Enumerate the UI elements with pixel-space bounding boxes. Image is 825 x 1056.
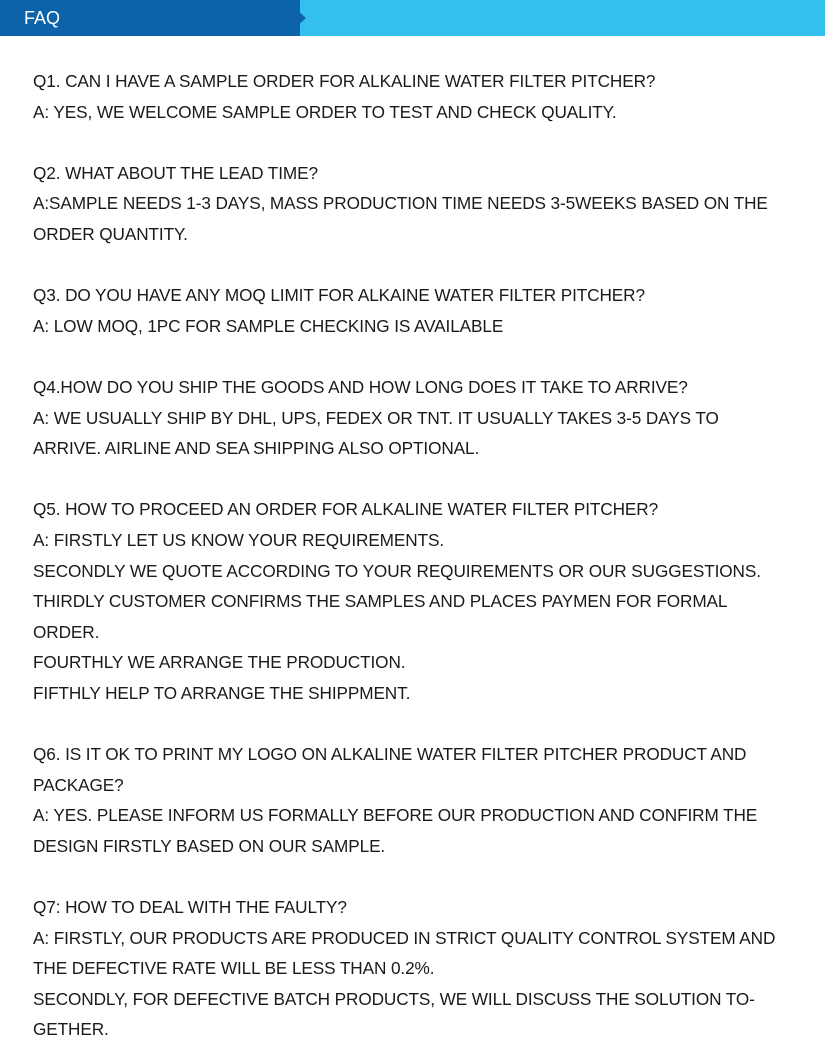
faq-header-arrow-shape — [286, 0, 306, 36]
faq-7-line-2: A: FIRSTLY, OUR PRODUCTS ARE PRODUCED IN STRICT QUALITY CONTROL SYSTEM AND — [33, 927, 776, 948]
faq-5-line-5: ORDER. — [33, 621, 100, 642]
faq-item-3 — [33, 280, 803, 341]
faq-2-line-2: A:SAMPLE NEEDS 1-3 DAYS, MASS PRODUCTION TIME NEEDS 3-5WEEKS BASED ON THE — [33, 193, 768, 214]
faq-2-line-1: Q2. WHAT ABOUT THE LEAD TIME? — [33, 162, 318, 183]
faq-6-line-1: Q6. IS IT OK TO PRINT MY LOGO ON ALKALINE WATER FILTER PITCHER PRODUCT AND — [33, 744, 747, 765]
faq-item-4 — [33, 372, 803, 464]
faq-7-line-4: SECONDLY, FOR DEFECTIVE BATCH PRODUCTS, WE WILL DISCUSS THE SOLUTION TO- — [33, 988, 755, 1009]
faq-4-line-3: ARRIVE. AIRLINE AND SEA SHIPPING ALSO OPTIONAL. — [33, 438, 480, 459]
faq-7-line-1: Q7: HOW TO DEAL WITH THE FAULTY? — [33, 897, 347, 918]
faq-item-2 — [33, 158, 803, 250]
faq-5-line-1: Q5. HOW TO PROCEED AN ORDER FOR ALKALINE WATER FILTER PITCHER? — [33, 499, 659, 520]
faq-item-6 — [33, 739, 803, 861]
faq-6-line-3: A: YES. PLEASE INFORM US FORMALLY BEFORE OUR PRODUCTION AND CONFIRM THE — [33, 805, 758, 826]
faq-7-line-5: GETHER. — [33, 1019, 109, 1040]
faq-header-bar — [0, 0, 825, 36]
faq-4-line-2: A: WE USUALLY SHIP BY DHL, UPS, FEDEX OR TNT. IT USUALLY TAKES 3-5 DAYS TO — [33, 407, 719, 428]
faq-6-line-2: PACKAGE? — [33, 774, 124, 795]
faq-5-line-6: FOURTHLY WE ARRANGE THE PRODUCTION. — [33, 652, 406, 673]
faq-item-7 — [33, 892, 803, 1045]
faq-item-1 — [33, 66, 803, 127]
faq-3-line-1: Q3. DO YOU HAVE ANY MOQ LIMIT FOR ALKAINE WATER FILTER PITCHER? — [33, 285, 645, 306]
faq-6-line-4: DESIGN FIRSTLY BASED ON OUR SAMPLE. — [33, 835, 386, 856]
faq-5-line-3: SECONDLY WE QUOTE ACCORDING TO YOUR REQUIREMENTS OR OUR SUGGESTIONS. — [33, 560, 761, 581]
faq-7-line-3: THE DEFECTIVE RATE WILL BE LESS THAN 0.2%. — [33, 958, 435, 979]
faq-header-title: FAQ — [24, 8, 61, 28]
faq-1-line-1: Q1. CAN I HAVE A SAMPLE ORDER FOR ALKALINE WATER FILTER PITCHER? — [33, 71, 656, 91]
faq-5-line-4: THIRDLY CUSTOMER CONFIRMS THE SAMPLES AND PLACES PAYMEN FOR FORMAL — [33, 591, 728, 612]
faq-5-line-2: A: FIRSTLY LET US KNOW YOUR REQUIREMENTS. — [33, 529, 445, 550]
faq-5-line-7: FIFTHLY HELP TO ARRANGE THE SHIPPMENT. — [33, 682, 411, 703]
faq-item-5 — [33, 494, 803, 708]
faq-list — [33, 66, 803, 1045]
faq-1-line-2: A: YES, WE WELCOME SAMPLE ORDER TO TEST AND CHECK QUALITY. — [33, 101, 617, 122]
faq-3-line-2: A: LOW MOQ, 1PC FOR SAMPLE CHECKING IS AVAILABLE — [33, 315, 504, 336]
faq-4-line-1: Q4.HOW DO YOU SHIP THE GOODS AND HOW LONG DOES IT TAKE TO ARRIVE? — [33, 376, 688, 397]
faq-2-line-3: ORDER QUANTITY. — [33, 223, 188, 244]
